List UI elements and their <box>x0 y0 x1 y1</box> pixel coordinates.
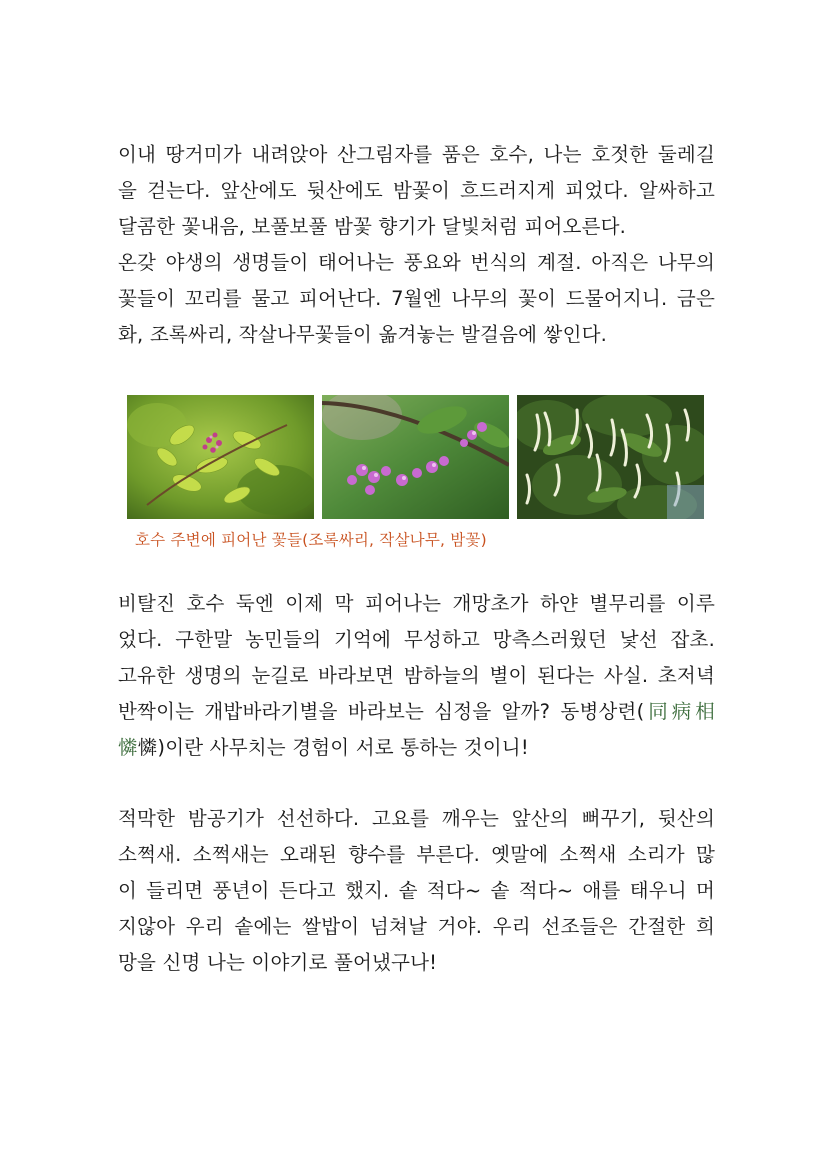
text-line: 달콤한 꽃내음, 보풀보풀 밤꽃 향기가 달빛처럼 피어오른다. <box>118 215 627 238</box>
paragraph-3 <box>118 801 715 981</box>
photo-jorok-ssari <box>127 395 314 519</box>
text-line: 지않아 우리 솥에는 쌀밥이 넘쳐날 거야. 우리 선조들은 간절한 희 <box>118 915 715 938</box>
text-line: 었다. 구한말 농민들의 기억에 무성하고 망측스러웠던 낯선 잡초. <box>118 628 715 651</box>
text-line: 화, 조록싸리, 작살나무꽃들이 옮겨놓는 발걸음에 쌓인다. <box>118 323 608 346</box>
text-line-with-hanja <box>118 730 715 766</box>
text-segment: 憐)이란 사무치는 경험이 서로 통하는 것이니! <box>137 736 529 759</box>
text-line: 적막한 밤공기가 선선하다. 고요를 깨우는 앞산의 뻐꾸기, 뒷산의 <box>118 807 715 830</box>
paragraph-1 <box>118 137 715 353</box>
text-line: 온갖 야생의 생명들이 태어나는 풍요와 번식의 계절. 아직은 나무의 <box>118 251 715 274</box>
text-line: 비탈진 호수 둑엔 이제 막 피어나는 개망초가 하얀 별무리를 이루 <box>118 592 715 615</box>
hanja-text: 同病相 <box>644 700 715 723</box>
text-line: 꽃들이 꼬리를 물고 피어난다. 7월엔 나무의 꽃이 드물어지니. 금은 <box>118 287 715 310</box>
text-segment: 반짝이는 개밥바라기별을 바라보는 심정을 알까? 동병상련( <box>118 700 645 723</box>
photo-caption: 호수 주변에 피어난 꽃들(조록싸리, 작살나무, 밤꽃) <box>135 531 487 549</box>
hanja-text: 憐 <box>118 736 138 759</box>
photo-jaksal-namu <box>322 395 509 519</box>
text-line: 을 걷는다. 앞산에도 뒷산에도 밤꽃이 흐드러지게 피었다. 알싸하고 <box>118 179 715 202</box>
paragraph-2 <box>118 586 715 766</box>
text-line-with-hanja <box>118 694 715 730</box>
text-line: 이내 땅거미가 내려앉아 산그림자를 품은 호수, 나는 호젓한 둘레길 <box>118 143 715 166</box>
text-line: 이 들리면 풍년이 든다고 했지. 솥 적다~ 솥 적다~ 애를 태우니 머 <box>118 879 715 902</box>
text-line: 망을 신명 나는 이야기로 풀어냈구나! <box>118 951 438 974</box>
text-line: 고유한 생명의 눈길로 바라보면 밤하늘의 별이 된다는 사실. 초저녁 <box>118 664 715 687</box>
photo-bamkkot <box>517 395 704 519</box>
text-line: 소쩍새. 소쩍새는 오래된 향수를 부른다. 옛말에 소쩍새 소리가 많 <box>118 843 715 866</box>
